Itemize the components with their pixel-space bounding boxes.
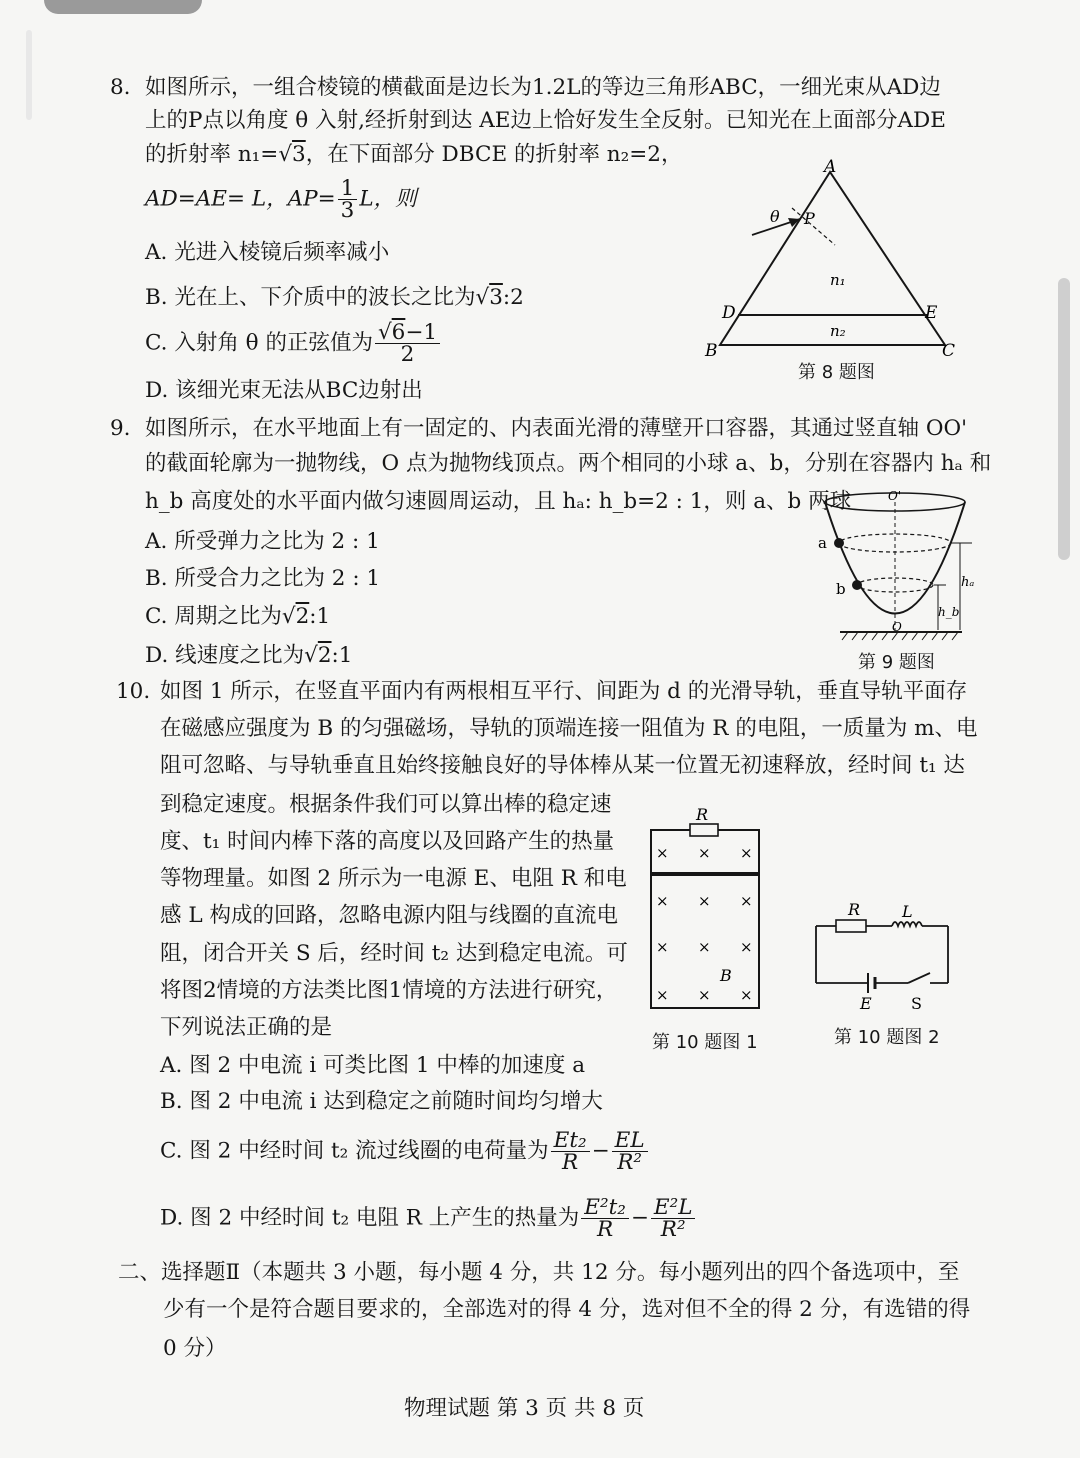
q9-line1: 如图所示，在水平地面上有一固定的、内表面光滑的薄壁开口容器，其通过竖直轴 OO'	[145, 416, 968, 441]
svg-text:×: ×	[698, 986, 711, 1004]
ball-a	[834, 538, 844, 548]
svg-text:×: ×	[656, 844, 669, 862]
label-e: E	[860, 994, 872, 1013]
svg-text:×: ×	[740, 986, 753, 1004]
fraction: $\frac{1}{3}$	[338, 178, 358, 221]
label-l: L	[902, 902, 913, 921]
q10-line4: 到稳定速度。根据条件我们可以算出棒的稳定速	[160, 792, 612, 817]
orbit-a	[839, 534, 951, 552]
q10-line9: 将图2情境的方法类比图1情境的方法进行研究，	[160, 978, 618, 1003]
q9-number: 9.	[110, 416, 131, 441]
fraction: $\frac{\text{E²L}}{\text{R²}}$	[651, 1197, 696, 1240]
label-p: P	[804, 209, 815, 228]
label-o: O	[892, 620, 902, 634]
label-d: D	[722, 303, 736, 323]
fraction: $\frac{EL}{\text{R²}}$	[612, 1130, 648, 1173]
section2-line2: 少有一个是符合题目要求的，全部选对的得 4 分，选对但不全的得 2 分，有选错的得	[163, 1297, 971, 1322]
q10-line7: 感 L 构成的回路，忽略电源内阻与线圈的直流电	[160, 903, 618, 928]
label-n1: n₁	[830, 271, 846, 289]
ball-b	[852, 580, 862, 590]
q10-line3: 阻可忽略、与导轨垂直且始终接触良好的导体棒从某一位置无初速释放，经时间 t₁ 达	[160, 753, 965, 778]
label-r: R	[696, 805, 709, 824]
q10-line5: 度、t₁ 时间内棒下落的高度以及回路产生的热量	[160, 829, 615, 854]
switch-s	[908, 973, 930, 983]
fraction: $\frac{\text{Et₂}}{R}$	[551, 1130, 590, 1173]
svg-text:×: ×	[698, 938, 711, 956]
top-handle-bar	[44, 0, 202, 14]
q9-line2: 的截面轮廓为一抛物线，O 点为抛物线顶点。两个相同的小球 a、b，分别在容器内 hₐ 和	[145, 451, 992, 476]
label-b: B	[720, 966, 732, 985]
q8-caption: 第 8 题图	[798, 362, 875, 383]
q10-option-c: C. 图 2 中经时间 t₂ 流过线圈的电荷量为 $\frac{\text{Et₂}}{R}$ − $\frac{EL}{\text{R²}}$	[160, 1130, 650, 1173]
page-footer: 物理试题 第 3 页 共 8 页	[404, 1396, 645, 1421]
q8-option-d: D. 该细光束无法从BC边射出	[145, 378, 423, 403]
q10-line2: 在磁感应强度为 B 的匀强磁场，导轨的顶端连接一阻值为 R 的电阻，一质量为 m、电	[160, 716, 978, 741]
q10-option-d: D. 图 2 中经时间 t₂ 电阻 R 上产生的热量为 $\frac{\text{E²t₂}}{R}$ − $\frac{\text{E²L}}{\text{R²}}$	[160, 1197, 697, 1240]
label-b: b	[836, 580, 846, 598]
section2-line3: 0 分）	[163, 1336, 227, 1361]
q9-line3: h_b 高度处的水平面内做匀速圆周运动，且 hₐ: h_b=2 : 1，则 a、b 两球	[145, 489, 852, 514]
triangle-abc	[720, 172, 945, 345]
section2-line1: 二、选择题Ⅱ（本题共 3 小题，每小题 4 分，共 12 分。每小题列出的四个备选项中，至	[118, 1260, 960, 1285]
label-e: E	[925, 303, 938, 323]
label-o-top: O'	[888, 490, 902, 503]
q10-caption-1: 第 10 题图 1	[652, 1032, 758, 1053]
svg-text:×: ×	[740, 892, 753, 910]
q10-line6: 等物理量。如图 2 所示为一电源 E、电阻 R 和电	[160, 866, 627, 891]
q8-option-a: A. 光进入棱镜后频率减小	[145, 240, 390, 265]
q9-option-c: C. 周期之比为√2:1	[145, 604, 331, 629]
resistor-r	[836, 920, 866, 932]
label-a: a	[818, 534, 827, 552]
label-theta: θ	[770, 207, 780, 226]
q8-prism-figure	[700, 150, 970, 360]
q8-option-c: C. 入射角 θ 的正弦值为 $\frac{√6-1}{2}$	[145, 322, 442, 365]
inductor-l	[892, 922, 922, 926]
label-r: R	[848, 900, 861, 919]
label-c: C	[942, 341, 956, 360]
q10-option-b: B. 图 2 中电流 i 达到稳定之前随时间均匀增大	[160, 1089, 603, 1114]
q10-line1: 如图 1 所示，在竖直平面内有两根相互平行、间距为 d 的光滑导轨，垂直导轨平面存	[160, 679, 968, 704]
svg-text:×: ×	[656, 938, 669, 956]
q8-line1: 如图所示，一组合棱镜的横截面是边长为1.2L的等边三角形ABC，一细光束从AD边	[145, 75, 941, 100]
fraction: $\frac{√6-1}{2}$	[375, 322, 440, 365]
field-crosses	[656, 844, 753, 1004]
q10-number: 10.	[116, 679, 151, 704]
label-a: A	[824, 157, 837, 177]
q8-number: 8.	[110, 75, 131, 100]
svg-text:×: ×	[698, 892, 711, 910]
q10-line8: 阻，闭合开关 S 后，经时间 t₂ 达到稳定电流。可	[160, 941, 628, 966]
q8-line2: 上的P点以角度 θ 入射,经折射到达 AE边上恰好发生全反射。已知光在上面部分ADE	[145, 108, 946, 133]
q10-caption-2: 第 10 题图 2	[834, 1027, 940, 1048]
svg-text:×: ×	[656, 892, 669, 910]
left-edge-strip	[26, 30, 32, 120]
q10-figure-1	[640, 800, 780, 1015]
q8-line4: AD=AE= L，AP= $\frac{1}{3}$ L，则	[145, 176, 417, 223]
svg-text:×: ×	[698, 844, 711, 862]
label-b: B	[705, 341, 718, 360]
svg-text:×: ×	[656, 986, 669, 1004]
q9-option-d: D. 线速度之比为√2:1	[145, 643, 353, 668]
svg-text:×: ×	[740, 938, 753, 956]
resistor-r	[690, 824, 718, 836]
q8-line3: 的折射率 n₁=√3，在下面部分 DBCE 的折射率 n₂=2，	[145, 142, 683, 167]
fraction: $\frac{\text{E²t₂}}{R}$	[581, 1197, 629, 1240]
q10-figure-2	[808, 895, 958, 1015]
q9-option-b: B. 所受合力之比为 2 : 1	[145, 566, 381, 591]
q9-option-a: A. 所受弹力之比为 2 : 1	[145, 529, 380, 554]
label-n2: n₂	[830, 322, 846, 340]
label-s: S	[911, 994, 922, 1013]
q10-line10: 下列说法正确的是	[160, 1015, 333, 1040]
label-hb: h_b	[938, 605, 960, 619]
q8-option-b: B. 光在上、下介质中的波长之比为√3:2	[145, 285, 524, 310]
svg-text:×: ×	[740, 844, 753, 862]
label-ha: hₐ	[961, 575, 975, 590]
q9-caption: 第 9 题图	[858, 652, 935, 673]
scrollbar[interactable]	[1058, 278, 1070, 560]
q10-option-a: A. 图 2 中电流 i 可类比图 1 中棒的加速度 a	[160, 1053, 586, 1078]
q9-paraboloid-figure	[810, 490, 980, 648]
